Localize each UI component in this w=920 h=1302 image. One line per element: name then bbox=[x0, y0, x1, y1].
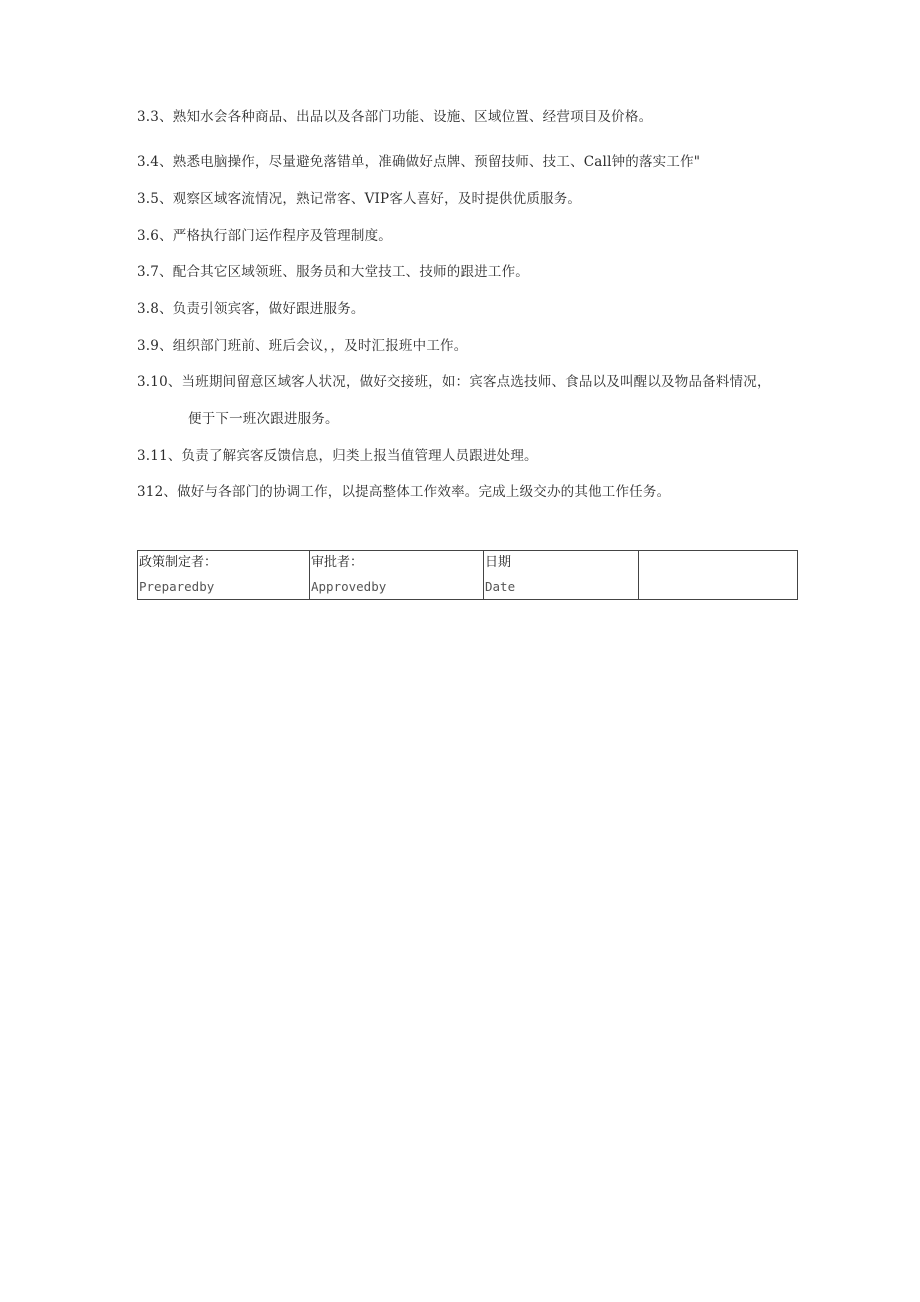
prepared-by-cell bbox=[138, 551, 310, 600]
signoff-row bbox=[138, 551, 798, 600]
duty-item-3-9: 3.9、组织部门班前、班后会议，，及时汇报班中工作。 bbox=[137, 338, 468, 354]
approved-by-label-en: Approvedby bbox=[311, 579, 387, 594]
date-label-en: Date bbox=[485, 579, 516, 594]
duty-item-3-10-continued: 便于下一班次跟进服务。 bbox=[188, 411, 339, 427]
duty-item-3-11: 3.11、负责了解宾客反馈信息，归类上报当值管理人员跟进处理。 bbox=[137, 448, 538, 464]
prepared-by-label-cn: 政策制定者： bbox=[139, 555, 218, 570]
duty-item-3-4: 3.4、熟悉电脑操作，尽量避免落错单，准确做好点牌、预留技师、技工、Call钟的落实工作" bbox=[137, 154, 701, 170]
prepared-by-label-en: Preparedby bbox=[139, 579, 215, 594]
duty-item-3-5: 3.5、观察区域客流情况，熟记常客、VIP客人喜好，及时提供优质服务。 bbox=[137, 191, 582, 207]
date-label-cn: 日期 bbox=[485, 555, 512, 570]
approved-by-label-cn: 审批者： bbox=[311, 555, 364, 570]
duty-item-3-12: 312、做好与各部门的协调工作，以提高整体工作效率。完成上级交办的其他工作任务。 bbox=[137, 484, 671, 500]
signoff-table bbox=[137, 550, 798, 600]
approved-by-cell bbox=[310, 551, 484, 600]
duty-item-3-3: 3.3、熟知水会各种商品、出品以及各部门功能、设施、区域位置、经营项目及价格。 bbox=[137, 109, 653, 125]
duty-item-3-8: 3.8、负责引领宾客，做好跟进服务。 bbox=[137, 301, 365, 317]
blank-cell bbox=[639, 551, 798, 600]
duty-item-3-10: 3.10、当班期间留意区域客人状况，做好交接班，如：宾客点选技师、食品以及叫醒以及物品备料情况， bbox=[137, 374, 771, 390]
date-cell bbox=[484, 551, 639, 600]
duty-item-3-6: 3.6、严格执行部门运作程序及管理制度。 bbox=[137, 228, 392, 244]
duty-item-3-7: 3.7、配合其它区域领班、服务员和大堂技工、技师的跟进工作。 bbox=[137, 264, 529, 280]
